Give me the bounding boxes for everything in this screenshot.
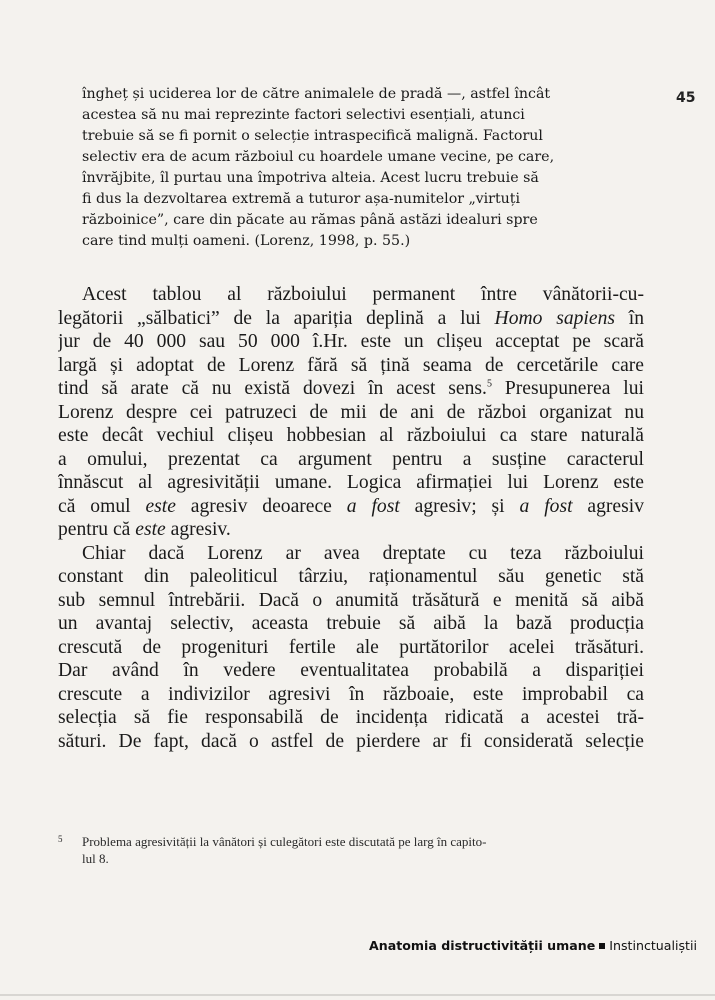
quote-line: învrăjbite, îl purtau una împotriva alteia. Acest lucru trebuie să bbox=[82, 170, 539, 186]
body-line: sub semnul întrebării. Dacă o anumită trăsătură e menită să aibă bbox=[58, 589, 644, 611]
running-footer bbox=[369, 938, 697, 953]
body-line: este decât vechiul clișeu hobbesian al războiului ca stare naturală bbox=[58, 425, 644, 446]
body-text bbox=[58, 283, 644, 753]
body-line: legătorii „sălbatici” de la apariția deplină a lui Homo sapiens în bbox=[58, 307, 644, 329]
footnote bbox=[58, 833, 644, 867]
quote-line: fi dus la dezvoltarea extremă a tuturor așa-numitelor „virtuți bbox=[82, 191, 521, 207]
quote-line: acestea să nu mai reprezinte factori selectivi esențiali, atunci bbox=[82, 107, 525, 123]
body-line: Lorenz despre cei patruzeci de mii de ani de război organizat nu bbox=[58, 401, 644, 423]
body-line: pentru că este agresiv. bbox=[58, 519, 231, 540]
body-line: a omului, prezentat ca argument pentru a susține caracterul bbox=[58, 448, 644, 470]
body-line: că omul este agresiv deoarece a fost agresiv; și a fost agresiv bbox=[58, 495, 644, 517]
square-separator-icon bbox=[599, 943, 605, 949]
page-edge-divider bbox=[0, 994, 715, 996]
body-line: un avantaj selectiv, aceasta trebuie să aibă la bază producția bbox=[58, 613, 644, 634]
quote-line: selectiv era de acum războiul cu hoardele umane vecine, pe care, bbox=[82, 149, 555, 165]
body-line: Acest tablou al războiului permanent între vânătorii-cu- bbox=[82, 284, 644, 305]
body-line: crescute a indivizilor agresivi în războaie, este improbabil ca bbox=[58, 683, 644, 705]
body-line: selecția să fie responsabilă de incidența ridicată a acestei tră- bbox=[58, 707, 644, 728]
quote-line: care tind mulți oameni. (Lorenz, 1998, p. 55.) bbox=[82, 233, 411, 249]
footnote-number: 5 bbox=[58, 834, 63, 844]
body-line: Dar având în vedere eventualitatea probabilă a dispariției bbox=[58, 660, 644, 681]
quote-line: războinice”, care din păcate au rămas până astăzi idealuri spre bbox=[82, 212, 538, 228]
body-line: sături. De fapt, dacă o astfel de pierdere ar fi considerată selecție bbox=[58, 730, 644, 752]
quote-line: trebuie să se fi pornit o selecție intraspecifică malignă. Factorul bbox=[82, 128, 543, 144]
footnote-line: lul 8. bbox=[82, 851, 109, 866]
paragraph-1 bbox=[58, 283, 644, 542]
book-title: Anatomia distructivității umane bbox=[369, 938, 596, 953]
page-number: 45 bbox=[676, 90, 696, 106]
body-line: tind să arate că nu există dovezi în acest sens.$^5$ Presupunerea lui bbox=[58, 378, 644, 399]
section-title: Instinctualiștii bbox=[609, 938, 697, 953]
body-line: jur de 40 000 sau 50 000 î.Hr. este un clișeu acceptat pe scară bbox=[58, 331, 644, 352]
footnote-reference: 5 bbox=[486, 378, 492, 390]
footnote-line: Problema agresivității la vânători și culegători este discutată pe larg în capito- bbox=[82, 834, 487, 849]
body-line: crescută de progenituri fertile ale purtătorilor acelei trăsături. bbox=[58, 636, 644, 658]
body-line: constant din paleoliticul târziu, raționamentul său genetic stă bbox=[58, 566, 644, 587]
block-quote bbox=[82, 84, 622, 252]
paragraph-2 bbox=[58, 542, 644, 754]
body-line: Chiar dacă Lorenz ar avea dreptate cu teza războiului bbox=[82, 542, 644, 564]
body-line: largă și adoptat de Lorenz fără să țină seama de cercetările care bbox=[58, 354, 644, 376]
body-line: înnăscut al agresivității umane. Logica afirmației lui Lorenz este bbox=[58, 472, 644, 493]
quote-line: îngheț și uciderea lor de către animalele de pradă —, astfel încât bbox=[82, 86, 551, 102]
